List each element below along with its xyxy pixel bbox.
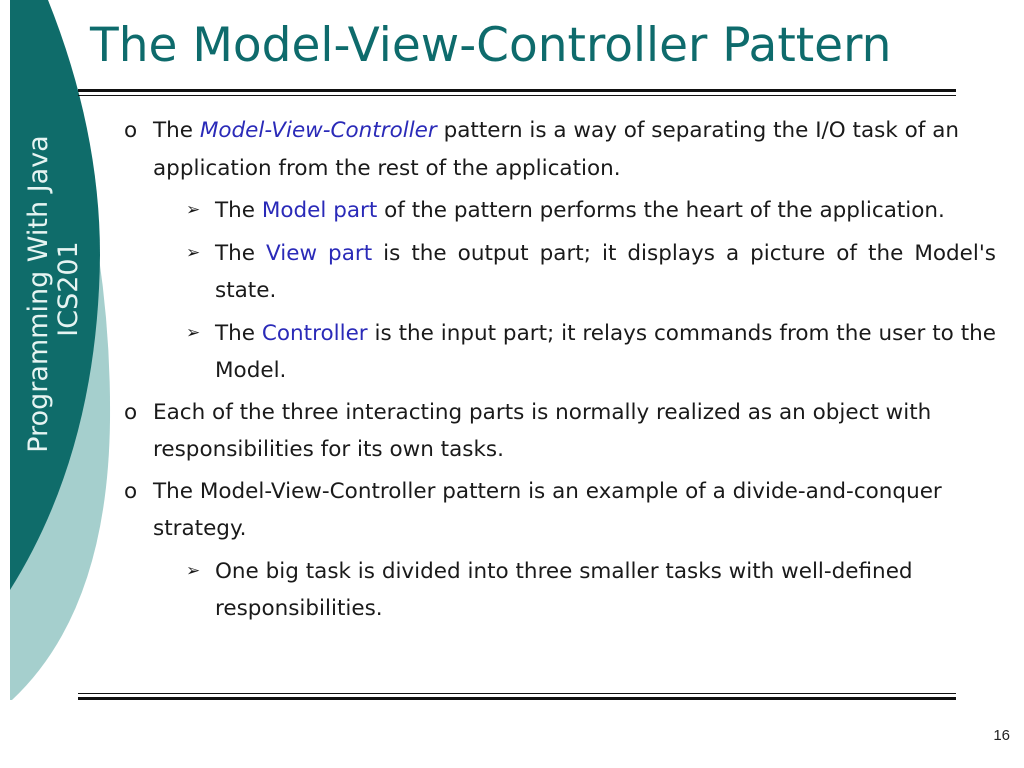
sub-bullet-controller [124,315,996,390]
bullet-mvc-definition [124,112,996,187]
top-divider-thin [78,95,956,96]
bullet-divide-and-conquer [124,473,996,548]
sidebar-line-1: Programming With Java [23,135,54,453]
bullet-marker: o [124,118,138,143]
sub-bullet-marker: ➢ [186,560,201,581]
bullet-text [153,112,996,187]
bottom-divider-thin [78,693,956,694]
highlight-model-part: Model part [261,198,378,223]
slide-content [124,110,996,628]
sub-bullet-text [215,315,996,390]
text-run: The [215,198,262,223]
sub-bullet-marker: ➢ [186,322,201,343]
bullet-interacting-parts [124,394,996,469]
bullet-text: Each of the three interacting parts is normally realized as an object with responsibilities for its own tasks. [153,399,932,462]
text-run: The [215,240,267,266]
bullet-marker: o [124,478,138,504]
bullet-marker: o [124,399,138,425]
sub-bullet-text [215,192,996,230]
sidebar-line-2: ICS201 [53,241,84,337]
sub-bullet-view [124,235,996,310]
sidebar-course-title [24,114,84,474]
text-run: pattern is a way of separating the I/O task of an application from the rest of the application. [153,118,959,181]
sub-bullet-text [215,235,996,310]
highlight-controller: Controller [261,320,368,346]
text-run: is the input part; it relays commands from the user to the Model. [215,320,996,383]
sub-bullet-marker: ➢ [186,242,201,263]
top-divider-thick [78,89,956,92]
highlight-view-part: View part [266,240,373,266]
text-run: is the output part; it displays a picture of the Model's state. [215,240,996,303]
text-run: The [153,118,200,143]
sub-bullet-three-tasks [124,553,996,628]
sub-bullet-marker: ➢ [186,200,201,220]
page-title: The Model-View-Controller Pattern [90,18,892,73]
sub-bullet-text: One big task is divided into three smaller tasks with well-defined responsibilities. [215,558,913,621]
bottom-divider-thick [78,697,956,700]
text-run: The [215,320,262,346]
highlight-mvc: Model-View-Controller [199,118,437,143]
page-number: 16 [993,727,1010,744]
bullet-text: The Model-View-Controller pattern is an example of a divide-and-conquer strategy. [153,478,942,541]
sub-bullet-model [124,192,996,230]
text-run: of the pattern performs the heart of the application. [377,198,945,223]
